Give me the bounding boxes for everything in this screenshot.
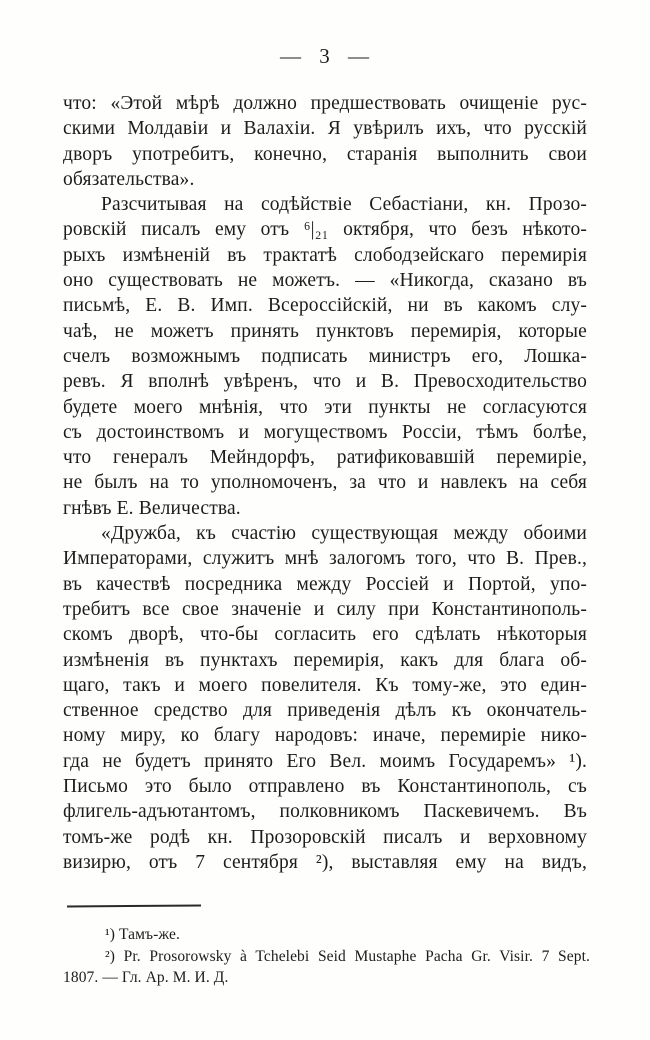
- text-line: оно существовать не можетъ. — «Никогда, сказано въ: [63, 270, 587, 292]
- text-line: визирю, отъ 7 сентября ²), выставляя ему на видъ,: [63, 851, 587, 873]
- text-line: «Дружба, къ счастію существующая между обоими: [101, 523, 587, 545]
- text-line: въ качествѣ посредника между Россіей и Портой, упо-: [63, 573, 587, 595]
- paragraph: [63, 91, 587, 192]
- paragraph: [63, 521, 587, 875]
- page-number: — 3 —: [280, 44, 370, 68]
- text-line: скими Молдавіи и Валахіи. Я увѣрилъ ихъ, что русскій: [63, 118, 587, 140]
- text-line: счелъ возможнымъ подписать министръ его, Лошка-: [63, 345, 587, 367]
- text-line: будете моего мнѣнія, что эти пункты не согласуются: [63, 396, 587, 418]
- text-line: щаго, такъ и моего повелителя. Къ тому-же, это един-: [63, 674, 587, 696]
- text-line: дворъ употребитъ, конечно, старанія выполнить свои: [63, 143, 587, 165]
- text-line: Письмо это было отправлено въ Константинополь, съ: [63, 776, 587, 798]
- text-line: ственное средство для приведенія дѣлъ къ окончатель-: [63, 700, 587, 722]
- text-line: ¹) Тамъ-же.: [105, 926, 180, 943]
- text-line: гнѣвъ Е. Величества.: [63, 497, 241, 519]
- footnote-separator: [67, 905, 201, 908]
- text-line: требитъ все свое значеніе и силу при Константинополь-: [63, 598, 587, 620]
- text-line: 1807. — Гл. Ар. М. И. Д.: [63, 969, 229, 986]
- text-line: измѣненія въ пунктахъ перемирія, какъ для блага об-: [63, 649, 587, 671]
- text-line: что: «Этой мѣрѣ должно предшествовать очищеніе рус-: [63, 93, 587, 114]
- text-line: гда не будетъ принято Его Вел. моимъ Государемъ» ¹).: [63, 750, 587, 772]
- footnote: [63, 946, 590, 989]
- text-line: письмѣ, Е. В. Имп. Всероссійскій, ни въ какомъ слу-: [63, 295, 587, 317]
- paragraph: [63, 192, 587, 521]
- text-line: томъ-же родѣ кн. Прозоровскій писалъ и верховному: [63, 826, 587, 848]
- footnotes: [63, 924, 590, 989]
- text-line: не былъ на то уполномоченъ, за что и навлекъ на себя: [63, 472, 587, 494]
- text-line: скомъ дворѣ, что-бы согласить его сдѣлать нѣкоторыя: [63, 624, 587, 646]
- text-line: обязательства».: [63, 168, 195, 190]
- footnote: [63, 924, 590, 946]
- text-line: съ достоинствомъ и могуществомъ Россіи, тѣмъ болѣе,: [63, 421, 587, 443]
- text-line: ровскій писалъ ему отъ ⁶|₂₁ октября, что безъ нѣкото-: [63, 219, 587, 241]
- text-line: Разсчитывая на содѣйствіе Себастіани, кн. Прозо-: [101, 194, 587, 216]
- text-line: ному миру, ко благу народовъ: иначе, перемиріе нико-: [63, 725, 587, 747]
- text-line: ²) Pr. Prosorowsky à Tchelebi Seid Mustaphe Pacha Gr. Visir. 7 Sept.: [105, 947, 590, 965]
- text-line: ревъ. Я вполнѣ увѣренъ, что и В. Превосходительство: [63, 371, 587, 393]
- text-line: флигель-адъютантомъ, полковникомъ Паскевичемъ. Въ: [63, 801, 587, 823]
- text-line: рыхъ измѣненій въ трактатѣ слободзейскаго перемирія: [63, 244, 587, 266]
- text-line: чаѣ, не можетъ принять пунктовъ перемирія, которые: [63, 320, 587, 342]
- text-line: Императорами, служитъ мнѣ залогомъ того, что В. Прев.,: [63, 548, 587, 570]
- text-line: что генералъ Мейндорфъ, ратификовавшій перемиріе,: [63, 447, 587, 469]
- page-body: [63, 91, 587, 875]
